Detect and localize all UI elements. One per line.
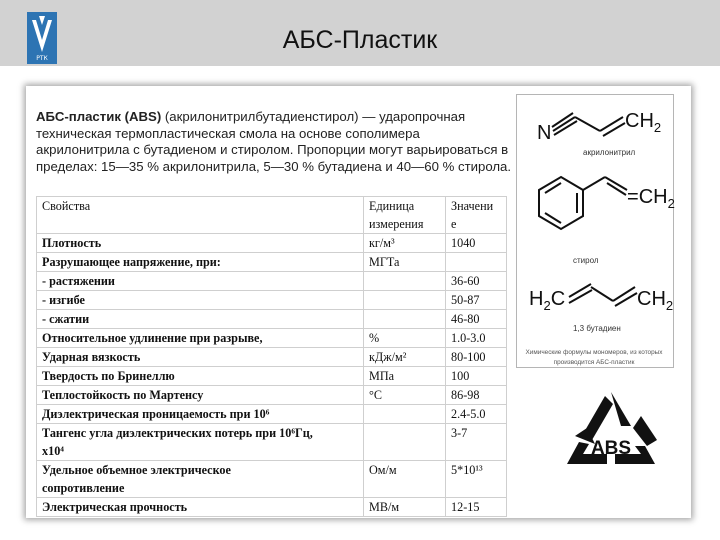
properties-table	[36, 196, 507, 517]
header-value	[446, 197, 507, 234]
property-value: 1040	[446, 234, 507, 253]
property-unit: кг/м³	[364, 234, 446, 253]
table-row	[37, 272, 507, 291]
intro-text: (акрилонитрилбутадиенстирол) — ударопрочная техническая термопластическая смола на основе сополимера акрилонитрила с бутадиеном и стиролом. Пропорции могут варьироваться в пределах: 15—35 % акрилонитрила, 5—30 % бутадиена и 40—60 % стирола.	[36, 109, 512, 174]
property-value: 100	[446, 367, 507, 386]
table-row	[37, 329, 507, 348]
table-row	[37, 253, 507, 272]
property-value: 86-98	[446, 386, 507, 405]
property-name	[37, 461, 364, 498]
property-value: 46-80	[446, 310, 507, 329]
page-title: АБС-Пластик	[282, 26, 438, 54]
group-ch2: $=CH_2$	[627, 186, 675, 211]
property-unit	[364, 424, 446, 461]
slide-header	[0, 0, 720, 66]
group-ch2: $CH_2$	[625, 110, 662, 135]
formulas-caption: Химические формулы мономеров, из которых производится АБС-пластик	[525, 349, 663, 366]
butadiene-label: 1,3 бутадиен	[573, 324, 621, 333]
recycling-symbol-icon	[561, 386, 661, 478]
table-row	[37, 386, 507, 405]
content-card	[26, 86, 691, 518]
header-properties: Свойства	[37, 197, 364, 234]
property-value	[446, 253, 507, 272]
property-value: 2.4-5.0	[446, 405, 507, 424]
acrylonitrile-structure	[537, 110, 661, 157]
property-name-line2: сопротивление	[42, 481, 125, 495]
property-name: Диэлектрическая проницаемость при 10⁶	[37, 405, 364, 424]
property-name-line1: Удельное объемное электрическое	[42, 463, 231, 477]
header-unit	[364, 197, 446, 234]
table-row	[37, 234, 507, 253]
property-value: 1.0-3.0	[446, 329, 507, 348]
property-name: Ударная вязкость	[37, 348, 364, 367]
chemistry-panel	[516, 94, 674, 514]
property-value: 3-7	[446, 424, 507, 461]
property-name: Разрушающее напряжение, при:	[37, 253, 364, 272]
property-unit: МГТа	[364, 253, 446, 272]
table-row	[37, 348, 507, 367]
table-row	[37, 291, 507, 310]
property-value: 5*10¹³	[446, 461, 507, 498]
property-unit	[364, 272, 446, 291]
property-unit: МВ/м	[364, 498, 446, 517]
property-name-line1: Тангенс угла диэлектрических потерь при 10⁶Гц,	[42, 426, 313, 440]
table-row	[37, 424, 507, 461]
property-name	[37, 424, 364, 461]
property-value: 50-87	[446, 291, 507, 310]
property-unit: Ом/м	[364, 461, 446, 498]
property-name-line2: x10⁴	[42, 444, 64, 458]
property-name: Теплостойкость по Мартенсу	[37, 386, 364, 405]
group-ch2: $CH_2$	[637, 288, 674, 313]
acrylonitrile-label: акрилонитрил	[583, 148, 636, 157]
styrene-label: стирол	[573, 256, 599, 265]
header-value-line2: е	[451, 217, 457, 231]
property-value: 80-100	[446, 348, 507, 367]
monomer-structures	[517, 95, 673, 367]
property-unit	[364, 310, 446, 329]
property-unit: кДж/м²	[364, 348, 446, 367]
intro-term: АБС-пластик (ABS)	[36, 109, 162, 124]
intro-paragraph	[36, 109, 516, 175]
property-name: Относительное удлинение при разрыве,	[37, 329, 364, 348]
property-unit: °С	[364, 386, 446, 405]
property-unit: МПа	[364, 367, 446, 386]
table-row	[37, 310, 507, 329]
butadiene-structure	[529, 284, 673, 333]
property-unit	[364, 291, 446, 310]
property-unit	[364, 405, 446, 424]
property-name: Твердость по Бринеллю	[37, 367, 364, 386]
recycle-code-label: ABS	[590, 438, 632, 459]
table-row	[37, 405, 507, 424]
property-name: Плотность	[37, 234, 364, 253]
table-row	[37, 461, 507, 498]
table-header-row	[37, 197, 507, 234]
table-row	[37, 498, 507, 517]
property-value: 12-15	[446, 498, 507, 517]
property-name: - растяжении	[37, 272, 364, 291]
property-value: 36-60	[446, 272, 507, 291]
styrene-structure	[539, 177, 675, 265]
property-name: - сжатии	[37, 310, 364, 329]
header-unit-line1: Единица	[369, 199, 415, 213]
header-value-line1: Значени	[451, 199, 494, 213]
group-h2c: $H_2C$	[529, 288, 566, 313]
atom-n: N	[537, 122, 552, 144]
logo-text: РТК	[36, 55, 48, 62]
property-name: - изгибе	[37, 291, 364, 310]
property-name: Электрическая прочность	[37, 498, 364, 517]
monomer-formulas-image	[516, 94, 674, 368]
header-unit-line2: измерения	[369, 217, 424, 231]
table-row	[37, 367, 507, 386]
property-unit: %	[364, 329, 446, 348]
